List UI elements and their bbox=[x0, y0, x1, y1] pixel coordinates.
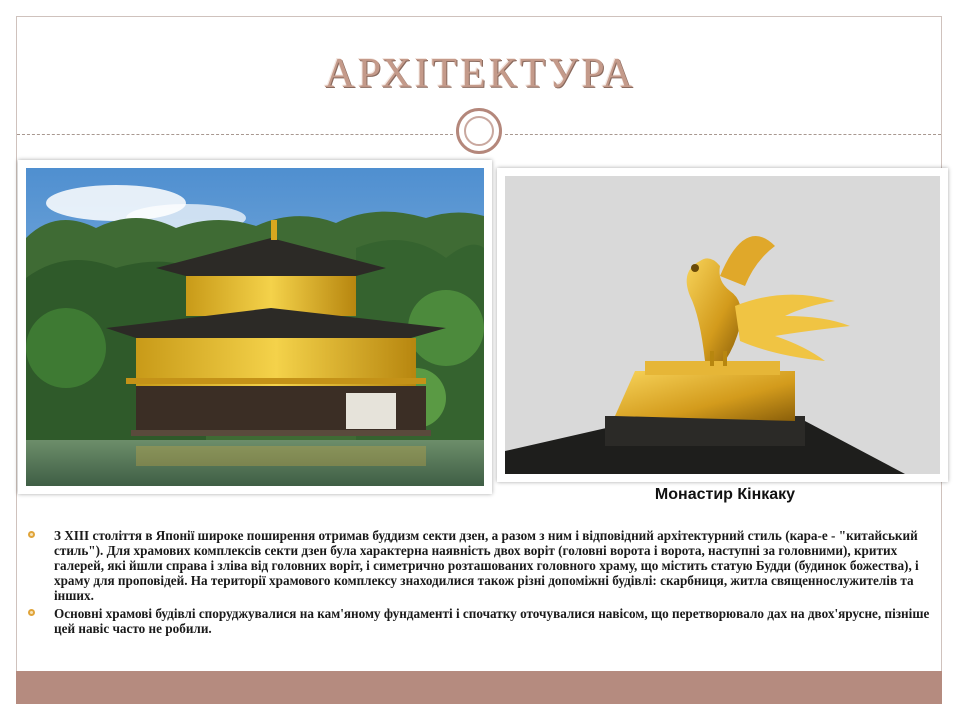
body-text bbox=[28, 528, 938, 639]
bullet-icon bbox=[28, 609, 35, 616]
list-item bbox=[28, 528, 938, 603]
bullet-icon bbox=[28, 531, 35, 538]
footer-bar bbox=[16, 671, 942, 704]
bullet-text: З XIII століття в Японії широке поширення отримав буддизм секти дзен, а разом з ним і відповідний архітектурний стиль (кара-е - "китайський стиль"). Для храмових комплексів секти дзен була характерна наявність двох воріт (головні ворота і ворота, наступні за головними), критих галерей, які йшли справа і зліва від головних воріт, і симетрично розташованих головного храму, що містить статую Будди (будинок божества), і храму для проповідей. На території храмового комплексу знаходилися також різні допоміжні будівлі: скарбниця, житла священнослужителів та інших. bbox=[54, 528, 919, 603]
photo-caption: Монастир Кінкаку bbox=[654, 486, 796, 503]
golden-pavilion-photo bbox=[18, 160, 492, 494]
title-divider-right bbox=[505, 134, 941, 135]
list-item bbox=[28, 606, 938, 636]
bullet-text: Основні храмові будівлі споруджувалися на кам'яному фундаменті і спочатку оточувалися навісом, що перетворювало дах на двох'ярусне, пізніше цей навіс часто не робили. bbox=[54, 606, 930, 636]
phoenix-statue-photo bbox=[497, 168, 948, 482]
title-divider-left bbox=[17, 134, 453, 135]
slide-title: АРХІТЕКТУРА bbox=[324, 51, 636, 97]
circle-ornament bbox=[456, 108, 502, 154]
